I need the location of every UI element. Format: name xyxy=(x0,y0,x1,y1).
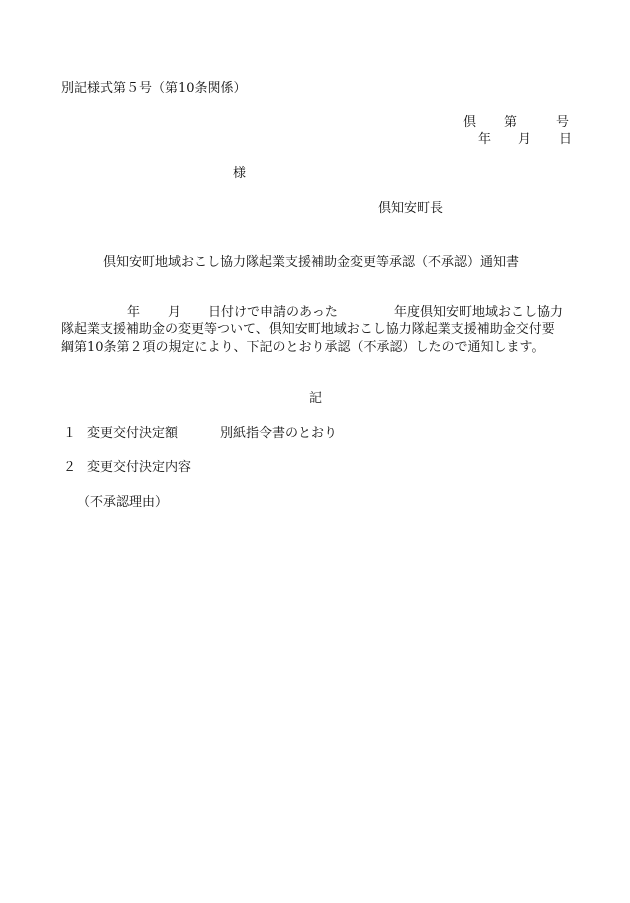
date-month: 月 xyxy=(518,132,532,147)
item-label: 変更交付決定額 xyxy=(87,426,179,441)
body-line1-mid: 日付けで申請のあった xyxy=(208,305,338,320)
item-value: 別紙指令書のとおり xyxy=(220,426,338,441)
date-day: 日 xyxy=(559,132,573,147)
document-title: 倶知安町地域おこし協力隊起業支援補助金変更等承認（不承認）通知書 xyxy=(103,255,520,270)
body-line3: 綱第10条第２項の規定により、下記のとおり承認（不承認）したので通知します。 xyxy=(61,340,545,355)
item-label: 変更交付決定内容 xyxy=(87,460,192,475)
form-label: 別記様式第５号（第10条関係） xyxy=(61,81,247,96)
doc-number-prefix: 倶 xyxy=(463,115,477,130)
sender-name: 倶知安町長 xyxy=(378,201,444,216)
body-month: 月 xyxy=(168,305,182,320)
addressee-suffix: 様 xyxy=(233,166,247,181)
body-line1-end: 年度倶知安町地域おこし協力 xyxy=(394,305,564,320)
doc-number-mid: 第 xyxy=(504,115,518,130)
date-year: 年 xyxy=(478,132,492,147)
ki-heading: 記 xyxy=(309,391,323,406)
item-number: ２ xyxy=(63,460,77,475)
rejection-reason-label: （不承認理由） xyxy=(77,495,169,510)
body-line2: 隊起業支援補助金の変更等ついて、倶知安町地域おこし協力隊起業支援補助金交付要 xyxy=(61,322,555,337)
doc-number-suffix: 号 xyxy=(556,115,570,130)
body-year: 年 xyxy=(127,305,141,320)
item-number: １ xyxy=(63,426,77,441)
